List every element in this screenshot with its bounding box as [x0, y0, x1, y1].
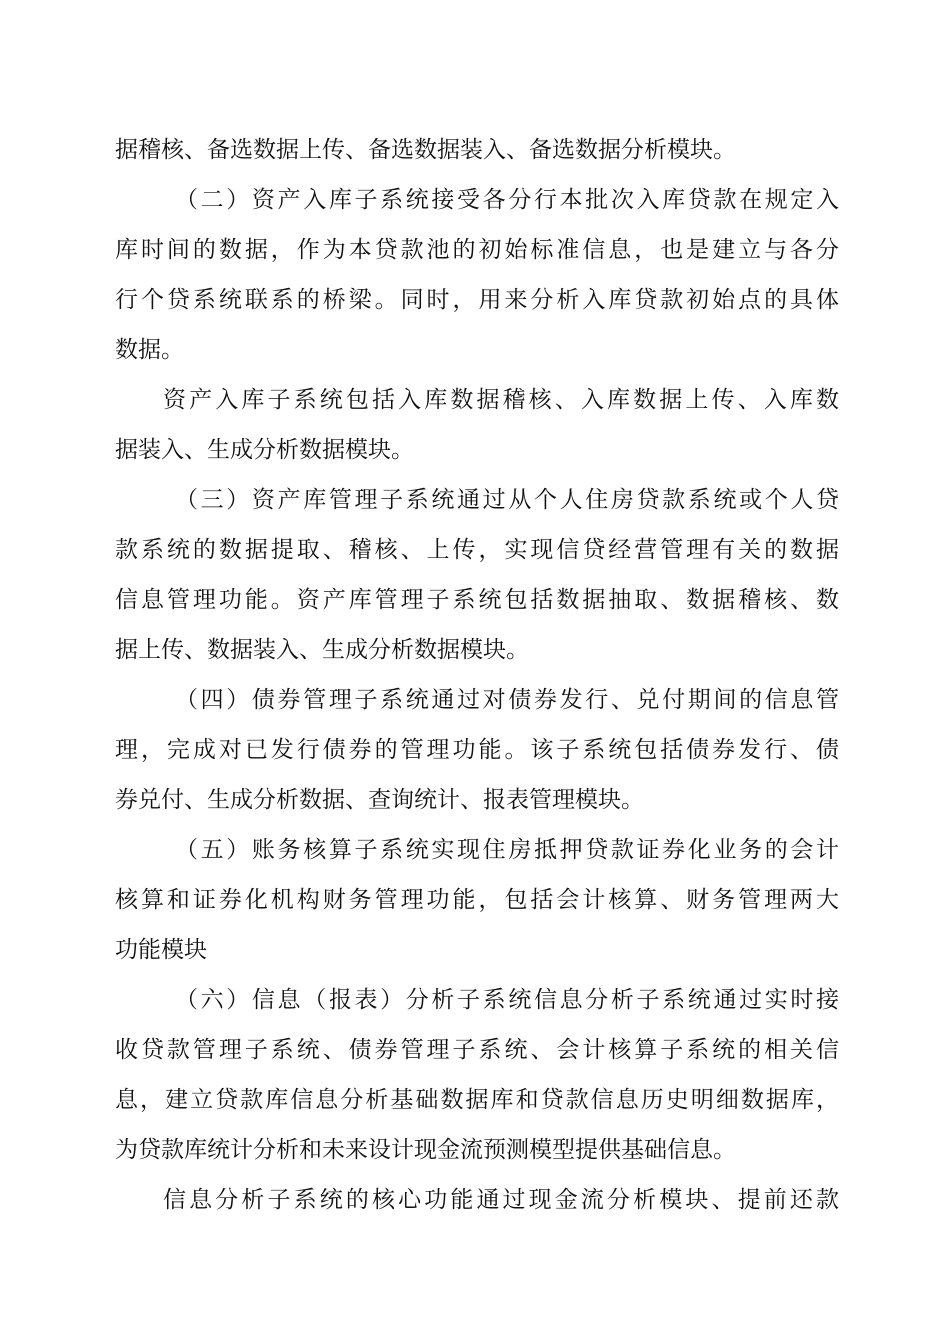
paragraph-heading-line: （二）资产入库子系统接受各分行本批次入库贷款在规定入: [175, 187, 839, 213]
paragraph-first-line: 信息分析子系统的核心功能通过现金流分析模块、提前还款: [163, 1187, 839, 1213]
paragraph-first-line: 资产入库子系统包括入库数据稽核、入库数据上传、入库数: [163, 387, 839, 413]
text-line: 据稽核、备选数据上传、备选数据装入、备选数据分析模块。: [115, 137, 736, 163]
paragraph-heading-line: （六）信息（报表）分析子系统信息分析子系统通过实时接: [175, 987, 839, 1013]
text-line: 息，建立贷款库信息分析基础数据库和贷款信息历史明细数据库，: [115, 1087, 839, 1113]
text-line: 券兑付、生成分析数据、查询统计、报表管理模块。: [115, 787, 644, 813]
paragraph-heading-line: （四）债券管理子系统通过对债券发行、兑付期间的信息管: [175, 687, 839, 713]
paragraph-heading-line: （五）账务核算子系统实现住房抵押贷款证券化业务的会计: [175, 837, 839, 863]
text-line: 行个贷系统联系的桥梁。同时，用来分析入库贷款初始点的具体: [115, 287, 839, 313]
text-line: 据上传、数据装入、生成分析数据模块。: [115, 637, 529, 663]
text-line: 功能模块: [115, 937, 207, 963]
text-line: 数据。: [115, 337, 184, 363]
text-line: 收贷款管理子系统、债券管理子系统、会计核算子系统的相关信: [115, 1037, 839, 1063]
paragraph-heading-line: （三）资产库管理子系统通过从个人住房贷款系统或个人贷: [175, 487, 839, 513]
text-line: 据装入、生成分析数据模块。: [115, 437, 414, 463]
text-line: 款系统的数据提取、稽核、上传，实现信贷经营管理有关的数据: [115, 537, 839, 563]
text-line: 信息管理功能。资产库管理子系统包括数据抽取、数据稽核、数: [115, 587, 839, 613]
text-line: 库时间的数据，作为本贷款池的初始标准信息，也是建立与各分: [115, 237, 839, 263]
text-line: 为贷款库统计分析和未来设计现金流预测模型提供基础信息。: [115, 1137, 736, 1163]
text-line: 理，完成对已发行债券的管理功能。该子系统包括债券发行、债: [115, 737, 839, 763]
text-line: 核算和证券化机构财务管理功能，包括会计核算、财务管理两大: [115, 887, 839, 913]
